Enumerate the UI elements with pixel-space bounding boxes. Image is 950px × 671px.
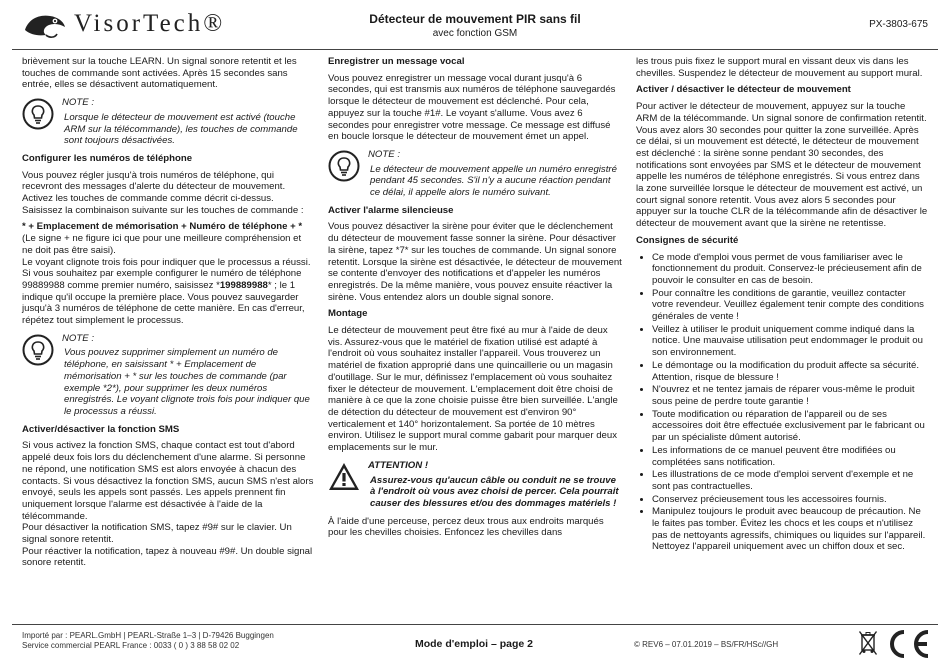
lightbulb-icon: [22, 98, 54, 130]
note-title: NOTE :: [368, 148, 400, 160]
note-box: [22, 97, 314, 147]
column-1: [22, 56, 314, 569]
list-item: • Veillez à utiliser le produit uniquement comme indiqué dans la notice. Une mauvaise utilisation peut endommager le produit ou son environnement.: [652, 324, 928, 359]
paragraph: Pour activer le détecteur de mouvement, appuyez sur la touche ARM de la télécommande. Un signal sonore de confirmation retentit. Vous avez alors 30 secondes pour quitter la zone surveillée. Après ce délai, si un mouvement est détecté, le détecteur de mouvement est déclenché : la sirène sonne pendant 30 secondes, des notifications sont envoyées par SMS et le détecteur de mouvement appelle les numéros de téléphone enregistrés. Si vous entrez dans la zone surveillée lorsque le détecteur de mouvement est activé, un court signal sonore retentit. Vous avez alors 5 secondes pour appuyer sur la touche CLR de la télécommande afin de désactiver le détecteur de mouvement avant que la sirène ne retentisse.: [636, 101, 928, 230]
product-number: PX-3803-675: [869, 19, 928, 30]
note-box: [22, 333, 314, 418]
list-item: • Les informations de ce manuel peuvent être modifiées ou complétées sans notification.: [652, 445, 928, 468]
note-title: NOTE :: [62, 332, 94, 344]
title-main: Détecteur de mouvement PIR sans fil: [369, 12, 581, 26]
list-item: • Le démontage ou la modification du produit affecte sa sécurité. Attention, risque de blessure !: [652, 360, 928, 383]
ce-mark-icon: [882, 628, 932, 660]
paragraph: Le détecteur de mouvement peut être fixé au mur à l'aide de deux vis. Assurez-vous que le matériel de fixation utilisé est adapté à l'endroit où vous souhaitez installer l'appareil. Vous trouverez un matériel de fixation approprié dans une quincaillerie ou un magasin d'outillage. Sur le mur, définissez l'emplacement où vous souhaitez fixer le détecteur de mouvement. L'emplacement doit être choisi de manière à ce que la zone choisie puisse être bien surveillée. L'angle de détection du détecteur de mouvement est d'environ 90° verticalement et 140° horizontalement. Sa portée de 10 mètres environ. Utilisez le support mural comme gabarit pour marquer deux emplacements sur le mur.: [328, 325, 618, 454]
list-item: • Les illustrations de ce mode d'emploi servent d'exemple et ne sont pas contractuelles.: [652, 469, 928, 492]
column-3: [636, 56, 928, 554]
paragraph: Vous pouvez désactiver la sirène pour éviter que le déclenchement du détecteur de mouvement fasse sonner la sirène. Pour désactiver la sirène, tapez *7* sur les touches de commande. Un signal sonore retentit. Lorsque la sirène est désactivée, le détecteur de mouvement se contente d'envoyer des notifications et d'appeler les numéros enregistrés. De la même manière, vous pouvez ensuite réactiver la sirène. Vous entendez alors un double signal sonore.: [328, 221, 622, 303]
note-body: Lorsque le détecteur de mouvement est activé (touche ARM sur la télécommande), les touches de commande sont toujours désactivées.: [64, 111, 298, 147]
paragraph: (Le signe + ne figure ici que pour une meilleure compréhension et ne doit pas être saisi).: [22, 233, 302, 256]
document-title: [300, 12, 650, 39]
lightbulb-icon: [22, 334, 54, 366]
list-item: • Toute modification ou réparation de l'appareil ou de ses accessoires doit être effectuée exclusivement par le fabricant ou par un spécialiste dûment autorisé.: [652, 409, 928, 444]
paragraph: À l'aide d'une perceuse, percez deux trous aux endroits marqués pour les chevilles choisies. Enfoncez les chevilles dans: [328, 515, 604, 539]
page-label: Mode d'emploi – page 2: [414, 638, 534, 650]
section-heading: Activer l'alarme silencieuse: [328, 204, 454, 216]
footer-divider: [12, 624, 938, 625]
note-box: [328, 149, 622, 199]
footer-importer: [22, 631, 274, 651]
paragraph: Pour désactiver la notification SMS, tapez #9# sur le clavier. Un signal sonore retentit.: [22, 522, 292, 546]
title-sub: avec fonction GSM: [432, 28, 518, 39]
warning-body: Assurez-vous qu'aucun câble ou conduit ne se trouve à l'endroit où vous avez choisi de percer. Cela pourrait causer des blessures et/ou des dommages matériels !: [370, 474, 619, 509]
section-heading: Enregistrer un message vocal: [328, 56, 465, 67]
warning-box: [328, 460, 622, 510]
section-heading: Activer/désactiver la fonction SMS: [22, 423, 180, 435]
column-2: [328, 56, 622, 544]
chameleon-logo-icon: [22, 8, 68, 40]
lightbulb-icon: [328, 150, 360, 182]
paragraph: Pour réactiver la notification, tapez à nouveau #9#. Un double signal sonore retentit.: [22, 545, 313, 569]
importer-address: Importé par : PEARL.GmbH | PEARL-Straße 1–3 | D-79426 Buggingen: [22, 631, 274, 640]
list-item: • N'ouvrez et ne tentez jamais de réparer vous-même le produit sous peine de perdre toute garantie !: [652, 384, 928, 407]
paragraph: brièvement sur la touche LEARN. Un signal sonore retentit et les touches de commande sont activées. Après 15 secondes sans entrée, elles se désactivent automatiquement.: [22, 56, 297, 91]
weee-crossed-bin-icon: [858, 630, 878, 656]
note-body: Vous pouvez supprimer simplement un numéro de téléphone, en saisissant * + Emplacement de mémorisation + * sur les touches de commande (par exemple *2*), pour supprimer les deux numéros enregistrés. Le voyant clignote trois fois pour indiquer que le processus a réussi.: [64, 347, 310, 417]
note-title: NOTE :: [62, 97, 94, 109]
list-item: • Pour connaître les conditions de garantie, veuillez contacter votre revendeur. Veuillez également tenir compte des conditions générales de vente !: [652, 288, 928, 323]
list-item: • Manipulez toujours le produit avec beaucoup de précaution. Ne le faites pas tomber. Évitez les chocs et les coups et n'utilisez pas de nettoyants agressifs, chimiques ou liquides sur l'appareil. Nettoyez l'appareil uniquement avec un chiffon doux et sec.: [652, 506, 928, 553]
list-item: • Ce mode d'emploi vous permet de vous familiariser avec le fonctionnement du produit. Conservez-le précieusement afin de pouvoir le consulter en cas de besoin.: [652, 252, 928, 287]
paragraph: les trous puis fixez le support mural en vissant deux vis dans les chevilles. Suspendez le détecteur de mouvement au support mural.: [636, 56, 923, 79]
revision-label: © REV6 – 07.01.2019 – BS/FR/HSc//GH: [634, 640, 779, 649]
section-heading: Consignes de sécurité: [636, 234, 739, 246]
paragraph: Vous pouvez enregistrer un message vocal durant jusqu'à 6 secondes, qui est transmis aux numéros de téléphone sauvegardés lorsque le détecteur de mouvement est déclenché. Pour cela, appuyez sur la touche #1#. Le voyant s'allume. Vous avez 6 secondes pour enregistrer votre message. Ce message est diffusé en boucle lorsque le détecteur de mouvement émet un appel.: [328, 72, 616, 143]
note-body: Le détecteur de mouvement appelle un numéro enregistré pendant 45 secondes. S'il n'y a aucune réaction pendant ce délai, il appelle alors le numéro suivant.: [370, 163, 617, 199]
brand-logo: [22, 8, 272, 40]
warning-triangle-icon: [328, 461, 360, 493]
example-text: Si vous souhaitez par exemple configurer le numéro de téléphone 99889988 comme premier numéro, saisissez *: [22, 268, 302, 291]
page-header: [0, 0, 950, 50]
paragraph: Si vous activez la fonction SMS, chaque contact est tout d'abord appelé deux fois lors du déclenchement d'une alarme. Si personne ne répond, une notification SMS est alors envoyée à chacun des contacts. Si vous désactivez la fonction SMS, aucun SMS n'est alors envoyé, seuls les appels sont passés. Les appels prennent fin uniquement lorsque l'alarme est désactivée à l'aide de la télécommande.: [22, 440, 314, 522]
paragraph-example: [22, 268, 314, 327]
paragraph: Le voyant clignote trois fois pour indiquer que le processus a réussi.: [22, 256, 311, 268]
brand-name: VisorTech®: [74, 10, 226, 37]
list-item: • Conservez précieusement tous les accessoires fournis.: [652, 494, 928, 506]
service-phone: Service commercial PEARL France : 0033 ( 0 ) 3 88 58 02 02: [22, 641, 240, 650]
paragraph: Vous pouvez régler jusqu'à trois numéros de téléphone, qui recevront des messages d'alerte du détecteur de mouvement. Activez les touches de commande comme décrit ci-dessus. Saisissez la combinaison suivante sur les touches de commande :: [22, 169, 304, 216]
key-combination: * + Emplacement de mémorisation + Numéro de téléphone + *: [22, 221, 303, 233]
safety-list: [636, 252, 928, 554]
header-divider: [12, 49, 938, 50]
section-heading: Configurer les numéros de téléphone: [22, 152, 193, 164]
warning-title: ATTENTION !: [368, 459, 429, 471]
example-code: 199889988: [219, 279, 268, 291]
example-text: * ; le 1 indique qu'il occupe la première place. Vous pouvez sauvegarder jusqu'à 3 numéros de téléphone de cette manière. En cas d'erreur, répétez tout simplement le processus.: [22, 279, 305, 327]
section-heading: Montage: [328, 308, 368, 320]
section-heading: Activer / désactiver le détecteur de mouvement: [636, 84, 851, 96]
